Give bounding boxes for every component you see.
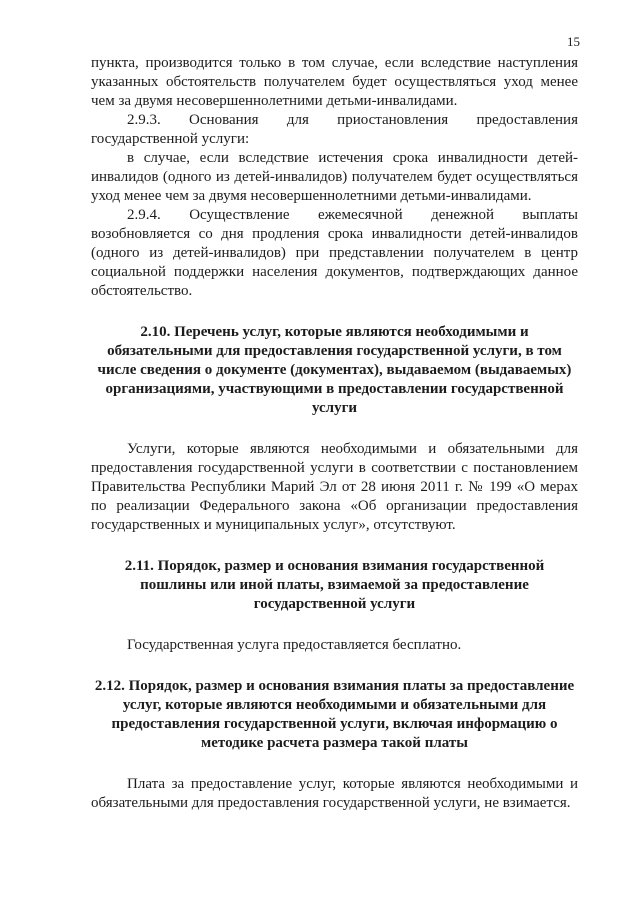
section-heading-2-12: 2.12. Порядок, размер и основания взимания платы за предоставление услуг, которые являются необходимыми и обязательными для предоставления государственной услуги, включая информацию о методике расчета размера такой платы <box>94 678 575 751</box>
paragraph-2-9-4: 2.9.4. Осуществление ежемесячной денежной выплаты возобновляется со дня продления срока инвалидности детей-инвалидов (одного из детей-инвалидов) при представлении получателем в центр социальной поддержки населения документов, подтверждающих данное обстоятельство. <box>91 207 578 299</box>
page-number: 15 <box>567 34 580 49</box>
section-heading-2-11: 2.11. Порядок, размер и основания взимания государственной пошлины или иной платы, взимаемой за предоставление государственной услуги <box>124 558 545 612</box>
paragraph-no-fee: Плата за предоставление услуг, которые являются необходимыми и обязательными для предоставления государственной услуги, не взимается. <box>91 776 578 811</box>
paragraph-continuation: пункта, производится только в том случае, если вследствие наступления указанных обстоятельств получателем будет осуществляться уход менее чем за двумя несовершеннолетними детьми-инвалидами. <box>91 55 578 109</box>
paragraph-suspension-case: в случае, если вследствие истечения срока инвалидности детей-инвалидов (одного из детей-инвалидов) получателем будет осуществляться уход менее чем за двумя несовершеннолетними детьми-инвалидами. <box>91 150 578 204</box>
paragraph-services-list: Услуги, которые являются необходимыми и обязательными для предоставления государственной услуги в соответствии с постановлением Правительства Республики Марий Эл от 28 июня 2011 г. № 199 «О мерах по реализации Федерального закона «Об организации предоставления государственных и муниципальных услуг», отсутствуют. <box>91 441 578 533</box>
section-heading-2-10: 2.10. Перечень услуг, которые являются необходимыми и обязательными для предоставления государственной услуги, в том числе сведения о документе (документах), выдаваемом (выдаваемых) организациями, участвующими в предоставлении государственной услуги <box>97 324 572 416</box>
paragraph-free-service: Государственная услуга предоставляется бесплатно. <box>127 637 462 653</box>
paragraph-2-9-3: 2.9.3. Основания для приостановления предоставления государственной услуги: <box>91 112 578 147</box>
document-body <box>91 54 578 813</box>
